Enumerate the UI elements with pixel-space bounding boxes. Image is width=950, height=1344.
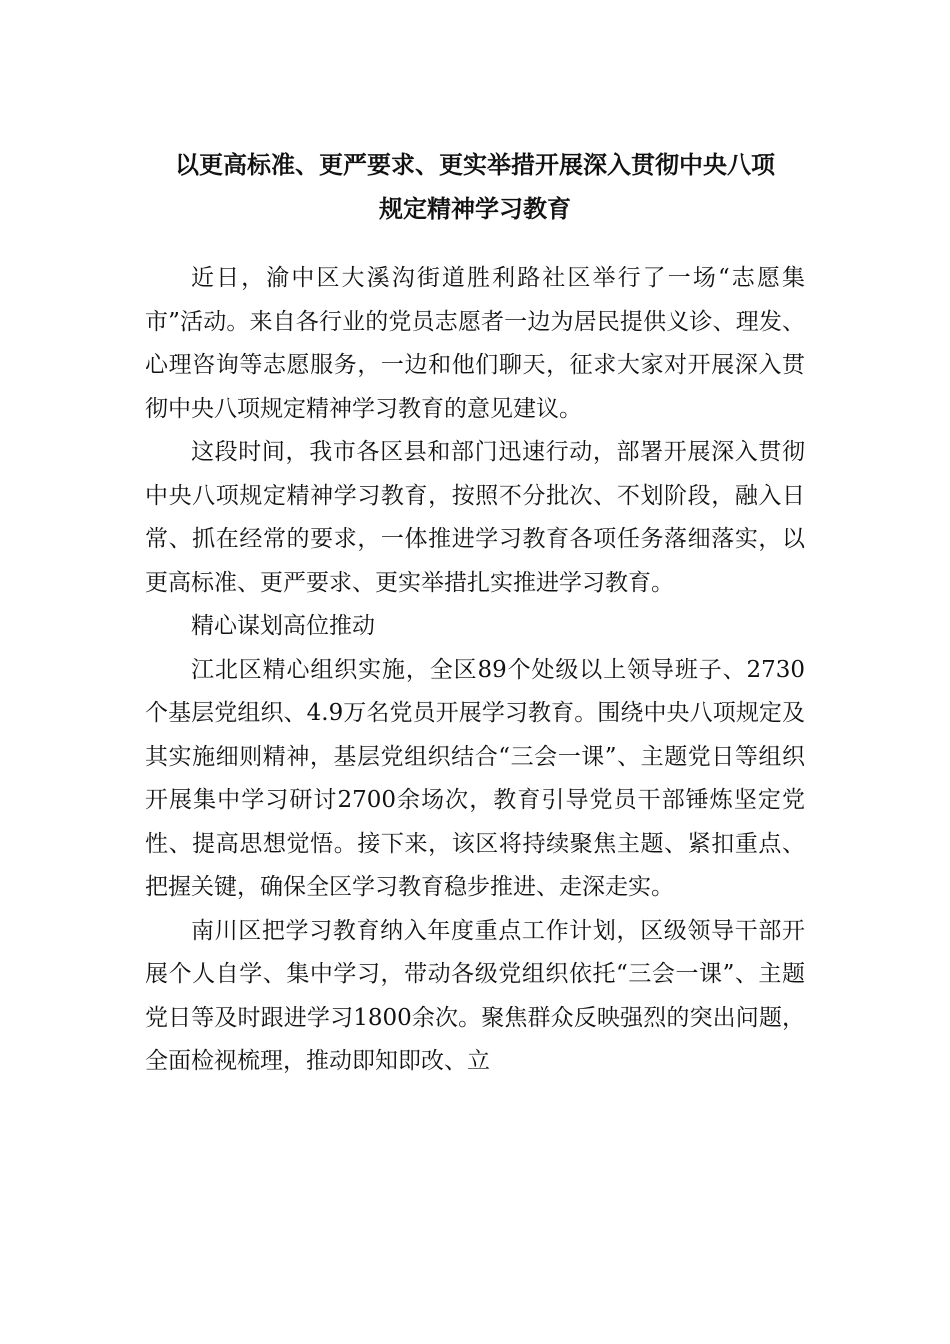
document-title bbox=[130, 143, 820, 231]
title-line-1: 以更高标准、更严要求、更实举措开展深入贯彻中央八项 bbox=[175, 151, 775, 179]
document-page bbox=[145, 143, 805, 1084]
title-line-2: 规定精神学习教育 bbox=[379, 195, 571, 223]
section-paragraph: 南川区把学习教育纳入年度重点工作计划，区级领导干部开展个人自学、集中学习，带动各级党组织依托“三会一课”、主题党日等及时跟进学习1800余次。聚焦群众反映强烈的突出问题，全面检视梳理，推动即知即改、立 bbox=[145, 917, 805, 1074]
body-paragraph: 这段时间，我市各区县和部门迅速行动，部署开展深入贯彻中央八项规定精神学习教育，按照不分批次、不划阶段，融入日常、抓在经常的要求，一体推进学习教育各项任务落细落实，以更高标准、更严要求、更实举措扎实推进学习教育。 bbox=[145, 439, 805, 596]
section-paragraph: 江北区精心组织实施，全区89个处级以上领导班子、2730个基层党组织、4.9万名党员开展学习教育。围绕中央八项规定及其实施细则精神，基层党组织结合“三会一课”、主题党日等组织开展集中学习研讨2700余场次，教育引导党员干部锤炼坚定党性、提高思想觉悟。接下来，该区将持续聚焦主题、紧扣重点、把握关键，确保全区学习教育稳步推进、走深走实。 bbox=[145, 656, 805, 900]
section-heading: 精心谋划高位推动 bbox=[191, 613, 375, 639]
body-paragraph: 近日，渝中区大溪沟街道胜利路社区举行了一场“志愿集市”活动。来自各行业的党员志愿者一边为居民提供义诊、理发、心理咨询等志愿服务，一边和他们聊天，征求大家对开展深入贯彻中央八项规定精神学习教育的意见建议。 bbox=[145, 265, 805, 422]
